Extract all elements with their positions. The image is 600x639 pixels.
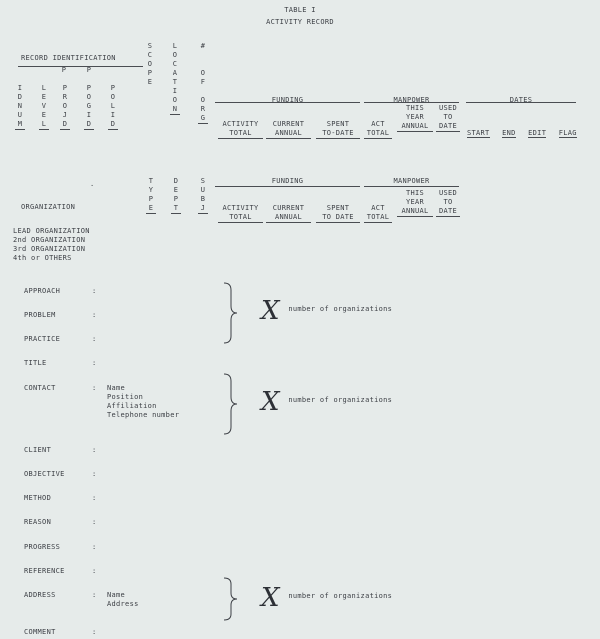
label-line: CURRENT (272, 120, 305, 128)
flag-col: FLAG (558, 129, 577, 137)
id-col-4 (84, 75, 94, 130)
flag-column (198, 69, 208, 124)
letter: E (173, 186, 179, 194)
letter: P (86, 84, 92, 92)
field-label: PROGRESS (24, 543, 61, 551)
letter: Y (148, 186, 154, 194)
right-brace-icon (222, 373, 238, 435)
letter: L (172, 42, 178, 50)
label-line: THIS (405, 104, 425, 112)
letter: A (172, 69, 178, 77)
spent-to-date-col (316, 204, 360, 223)
x-multiplier: X (261, 296, 280, 326)
annotation-text: number of organizations (288, 396, 393, 404)
field-colon: : (92, 543, 97, 551)
funding-header: FUNDING (271, 96, 304, 104)
field-colon: : (92, 359, 97, 367)
field-colon: : (92, 335, 97, 343)
letter: L (110, 102, 116, 110)
org-line: LEAD ORGANIZATION (13, 227, 90, 235)
label-line: ANNUAL (397, 207, 433, 217)
letter: P (110, 84, 116, 92)
field-colon: : (92, 287, 97, 295)
field-label: COMMENT (24, 628, 56, 636)
subfield: Position (107, 393, 144, 401)
right-brace-icon (222, 577, 238, 621)
label-line: ACTIVITY (222, 120, 259, 128)
act-total-col (364, 120, 392, 139)
subfield: Address (107, 600, 139, 608)
funding-header: FUNDING (271, 177, 304, 185)
table-number: TABLE I (284, 6, 316, 14)
label-line: ACT (371, 120, 385, 128)
letter: P (62, 84, 68, 92)
brace-annotation (261, 298, 392, 324)
label-line: TO DATE (316, 213, 360, 223)
label-line: DATE (436, 207, 460, 217)
subfield: Telephone number (107, 411, 180, 419)
act-total-col (364, 204, 392, 223)
letter: U (200, 186, 206, 194)
letter: J (62, 111, 68, 119)
field-colon: : (92, 470, 97, 478)
field-colon: : (92, 311, 97, 319)
label-line: ANNUAL (266, 213, 311, 223)
label-line: TO-DATE (316, 129, 360, 139)
letter: J (198, 204, 208, 214)
flag-mark: # (200, 42, 206, 50)
label-line: TOTAL (218, 213, 263, 223)
subj-column (198, 177, 208, 214)
id-col-3-top: P (61, 66, 67, 74)
dates-columns (467, 129, 577, 138)
field-colon: : (92, 384, 97, 392)
field-colon: : (92, 518, 97, 526)
field-colon: : (92, 494, 97, 502)
letter: S (200, 177, 206, 185)
letter: G (86, 102, 92, 110)
address-subfields (107, 591, 139, 609)
location-column (170, 42, 180, 115)
letter: I (86, 111, 92, 119)
divider (215, 186, 360, 187)
spent-to-date-col (316, 120, 360, 139)
letter: C (147, 51, 153, 59)
org-line: 3rd ORGANIZATION (13, 245, 86, 253)
field-label: ADDRESS (24, 591, 56, 599)
letter: P (148, 195, 154, 203)
annotation-text: number of organizations (288, 592, 393, 600)
activity-total-col (218, 120, 263, 139)
label-line: ANNUAL (266, 129, 311, 139)
label-line: SPENT (326, 204, 350, 212)
label-line: TOTAL (364, 129, 392, 139)
label-line: USED (438, 189, 458, 197)
organization-label: ORGANIZATION (21, 203, 76, 211)
letter: L (39, 120, 49, 130)
letter: C (172, 60, 178, 68)
label-line: ACTIVITY (222, 204, 259, 212)
id-col-2 (39, 84, 49, 130)
x-multiplier: X (261, 583, 280, 613)
letter: D (84, 120, 94, 130)
label-line: TO (443, 113, 453, 121)
letter: T (171, 204, 181, 214)
field-label: REFERENCE (24, 567, 65, 575)
letter: S (147, 42, 153, 50)
letter: O (62, 102, 68, 110)
divider (364, 102, 459, 103)
label-line: DATE (436, 122, 460, 132)
manpower-header: MANPOWER (393, 177, 430, 185)
record-identification-label: RECORD IDENTIFICATION (21, 54, 116, 62)
letter: N (170, 105, 180, 115)
field-colon: : (92, 446, 97, 454)
label-line: YEAR (405, 198, 425, 206)
field-colon: : (92, 591, 97, 599)
used-to-col (436, 189, 460, 217)
current-annual-col (266, 204, 311, 223)
letter: O (110, 93, 116, 101)
letter: R (62, 93, 68, 101)
current-annual-col (266, 120, 311, 139)
letter: I (172, 87, 178, 95)
subfield: Name (107, 591, 126, 599)
letter: T (148, 177, 154, 185)
right-brace-icon (222, 282, 238, 344)
dates-header: DATES (509, 96, 533, 104)
letter: M (15, 120, 25, 130)
label-line: USED (438, 104, 458, 112)
edit-col: EDIT (528, 129, 547, 137)
letter: V (41, 102, 47, 110)
label-line: THIS (405, 189, 425, 197)
letter: O (172, 51, 178, 59)
letter: O (147, 60, 153, 68)
field-label: OBJECTIVE (24, 470, 65, 478)
field-label: TITLE (24, 359, 47, 367)
letter: O (86, 93, 92, 101)
label-line: TOTAL (218, 129, 263, 139)
letter: U (17, 111, 23, 119)
divider (18, 66, 143, 67)
label-line: TO (443, 198, 453, 206)
letter: E (41, 111, 47, 119)
label-line: SPENT (326, 120, 350, 128)
letter: D (173, 177, 179, 185)
letter: G (198, 114, 208, 124)
used-to-col (436, 104, 460, 132)
letter: D (17, 93, 23, 101)
brace-annotation (261, 585, 392, 611)
end-col: END (502, 129, 516, 137)
type-column (146, 177, 156, 214)
letter: D (108, 120, 118, 130)
field-label: APPROACH (24, 287, 61, 295)
field-label: METHOD (24, 494, 52, 502)
table-title: ACTIVITY RECORD (266, 18, 334, 26)
letter: I (110, 111, 116, 119)
divider (364, 186, 459, 187)
label-line: ANNUAL (397, 122, 433, 132)
letter: E (147, 78, 153, 86)
letter: T (172, 78, 178, 86)
letter: B (200, 195, 206, 203)
start-col: START (467, 129, 490, 137)
label-line: TOTAL (364, 213, 392, 223)
subfield: Name (107, 384, 126, 392)
divider (215, 102, 360, 103)
org-line: 4th or OTHERS (13, 254, 72, 262)
label-line: CURRENT (272, 204, 305, 212)
field-label: CONTACT (24, 384, 56, 392)
manpower-header: MANPOWER (393, 96, 430, 104)
letter: R (200, 105, 206, 113)
org-line: 2nd ORGANIZATION (13, 236, 86, 244)
letter: F (200, 78, 206, 86)
letter: L (41, 84, 47, 92)
letter: O (200, 69, 206, 77)
field-label: REASON (24, 518, 52, 526)
letter: O (172, 96, 178, 104)
annotation-text: number of organizations (288, 305, 393, 313)
field-label: PRACTICE (24, 335, 61, 343)
field-colon: : (92, 567, 97, 575)
brace-annotation (261, 389, 392, 415)
subfield: Affiliation (107, 402, 157, 410)
letter: P (147, 69, 153, 77)
divider (466, 102, 576, 103)
letter: N (17, 102, 23, 110)
letter: E (41, 93, 47, 101)
letter: D (60, 120, 70, 130)
contact-subfields (107, 384, 179, 420)
id-col-5 (108, 75, 118, 130)
letter: P (173, 195, 179, 203)
letter: E (146, 204, 156, 214)
label-line: YEAR (405, 113, 425, 121)
organization-list (13, 227, 90, 263)
field-label: PROBLEM (24, 311, 56, 319)
id-col-4-top: P (86, 66, 92, 74)
letter: O (200, 96, 206, 104)
letter: I (17, 84, 23, 92)
x-multiplier: X (261, 387, 280, 417)
dept-column (171, 177, 181, 214)
activity-total-col (218, 204, 263, 223)
id-col-3 (60, 75, 70, 130)
scope-column (145, 42, 155, 87)
field-label: CLIENT (24, 446, 52, 454)
dot: . (90, 180, 95, 188)
field-colon: : (92, 628, 97, 636)
label-line: ACT (371, 204, 385, 212)
this-year-col (397, 189, 433, 217)
id-col-1 (15, 84, 25, 130)
this-year-col (397, 104, 433, 132)
